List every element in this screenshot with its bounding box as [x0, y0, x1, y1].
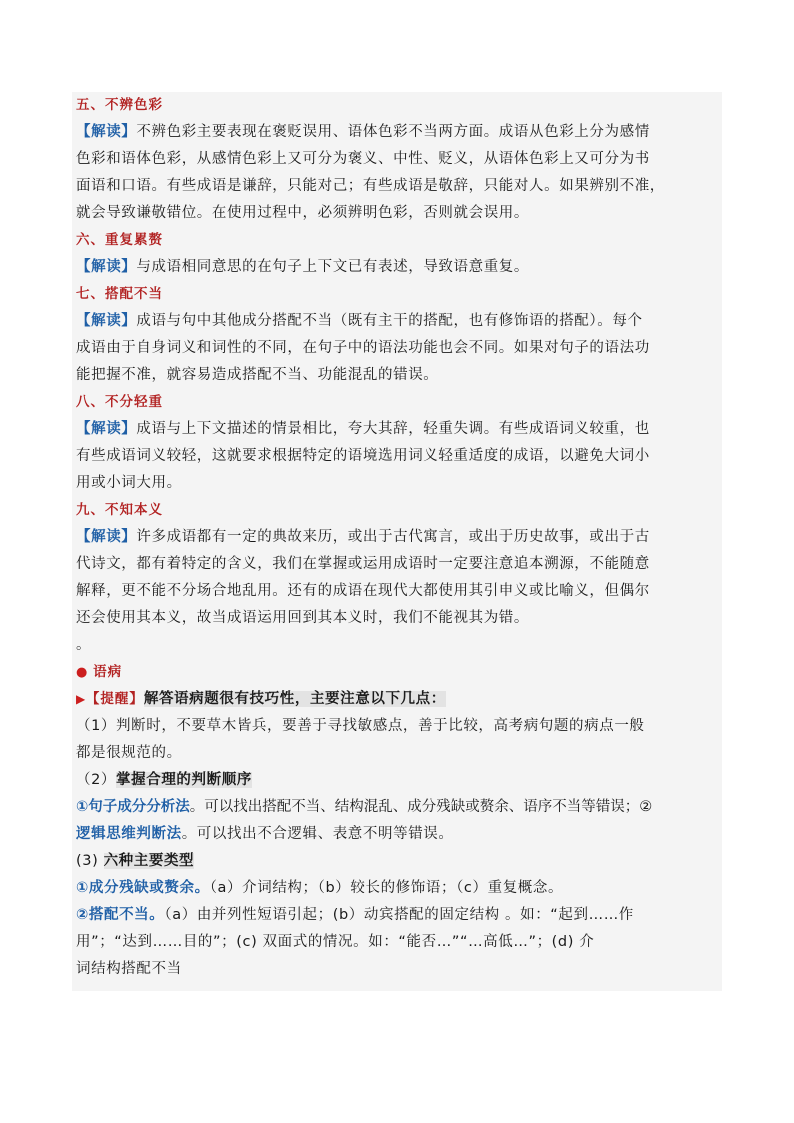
paragraph-line: 面语和口语。有些成语是谦辞，只能对己；有些成语是敬辞，只能对人。如果辨别不准，	[76, 178, 665, 194]
bullet-icon: ●	[76, 665, 88, 680]
paragraph-line: 逻辑思维判断法。可以找出不合逻辑、表意不明等错误。	[76, 826, 454, 842]
paragraph-line: 还会使用其本义，故当成语运用回到其本义时，我们不能视其为错。	[76, 610, 529, 626]
paragraph-line: （1）判断时，不要草木皆兵，要善于寻找敏感点，善于比较，高考病句题的病点一般	[76, 718, 645, 734]
interpretation-tag: 【解读】	[76, 529, 137, 545]
section-heading-9: 九、不知本义	[76, 502, 163, 518]
interpretation-tag: 【解读】	[76, 124, 137, 140]
paragraph-line: 能把握不准，就容易造成搭配不当、功能混乱的错误。	[76, 367, 439, 383]
section-heading-yubing: ● 语病	[76, 664, 123, 680]
paragraph-line: 有些成语词义较轻，这就要求根据特定的语境选用词义轻重适度的成语，以避免大词小	[76, 448, 650, 464]
tip-text: 解答语病题很有技巧性，主要注意以下几点：	[143, 691, 446, 707]
paragraph-line: 【解读】许多成语都有一定的典故来历，或出于古代寓言，或出于历史故事，或出于古	[76, 529, 650, 545]
paragraph-line: 词结构搭配不当	[76, 961, 182, 977]
subheading-types: (3) 六种主要类型	[76, 853, 195, 869]
interpretation-tag: 【解读】	[76, 259, 137, 275]
paragraph-line: 用或小词大用。	[76, 475, 182, 491]
paragraph-line: 【解读】成语与上下文描述的情景相比，夸大其辞，轻重失调。有些成语词义较重，也	[76, 421, 650, 437]
paragraph-line: ①句子成分分析法。可以找出搭配不当、结构混乱、成分残缺或赘余、语序不当等错误；②	[76, 799, 653, 815]
paragraph-line: 成语由于自身词义和词性的不同，在句子中的语法功能也会不同。如果对句子的语法功	[76, 340, 650, 356]
interpretation-tag: 【解读】	[76, 421, 137, 437]
section-heading-7: 七、搭配不当	[76, 286, 163, 302]
section-heading-8: 八、不分轻重	[76, 394, 163, 410]
document-body	[72, 92, 722, 991]
tip-tag: 【提醒】	[85, 691, 144, 707]
trailing-mark: 。	[76, 637, 92, 653]
paragraph-line: 都是很规范的。	[76, 745, 182, 761]
interpretation-tag: 【解读】	[76, 313, 137, 329]
paragraph-line: 用”；“达到……目的”；(c) 双面式的情况。如：“能否…”“…高低…”；(d) 介	[76, 934, 595, 950]
subheading-order: （2）掌握合理的判断顺序	[76, 772, 252, 788]
section-heading-5: 五、不辨色彩	[76, 97, 163, 113]
paragraph-line: 就会导致谦敬错位。在使用过程中，必须辨明色彩，否则就会误用。	[76, 205, 529, 221]
paragraph-line: 【解读】与成语相同意思的在句子上下文已有表述，导致语意重复。	[76, 259, 530, 275]
paragraph-line: 【解读】成语与句中其他成分搭配不当（既有主干的搭配，也有修饰语的搭配）。每个	[76, 313, 643, 329]
paragraph-line: 【解读】不辨色彩主要表现在褒贬误用、语体色彩不当两方面。成语从色彩上分为感情	[76, 124, 650, 140]
paragraph-line: ②搭配不当。（a）由并列性短语引起；(b）动宾搭配的固定结构 。如：“起到……作	[76, 907, 634, 923]
paragraph-line: 色彩和语体色彩，从感情色彩上又可分为褒义、中性、贬义，从语体色彩上又可分为书	[76, 151, 650, 167]
paragraph-line: ①成分残缺或赘余。（a）介词结构；（b）较长的修饰语；（c）重复概念。	[76, 880, 564, 896]
triangle-icon: ▶	[76, 692, 86, 706]
paragraph-line: 代诗文，都有着特定的含义，我们在掌握或运用成语时一定要注意追本溯源，不能随意	[76, 556, 650, 572]
section-heading-6: 六、重复累赘	[76, 232, 163, 248]
paragraph-line: 解释，更不能不分场合地乱用。还有的成语在现代大都使用其引申义或比喻义，但偶尔	[76, 583, 650, 599]
tip-line	[76, 686, 722, 713]
